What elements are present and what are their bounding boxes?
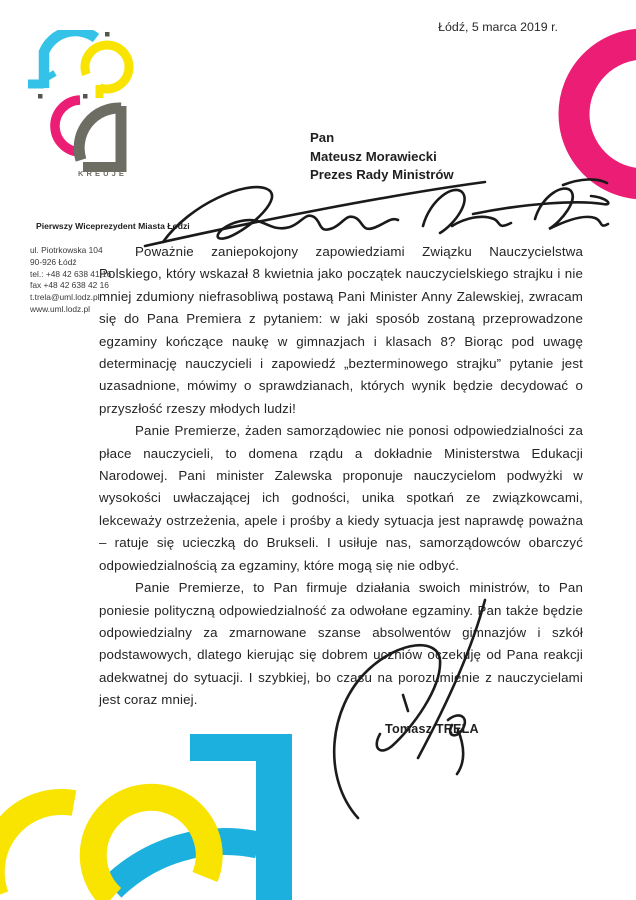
yellow-arc-small (0, 802, 74, 896)
body-paragraph: Panie Premierze, żaden samorządowiec nie ponosi odpowiedzialności za płace nauczycieli, to domena rządu a dokładnie Ministerstwa Edukacji Narodowej. Pani minister Zalewska proponuje nauczycielom podwyżki w wysokości uwłaczającej ich godności, unika spotkań ze związkowcami, lekceważy ostrzeżenia, apele i prośby a kiedy sytuacja jest naprawdę poważna – ratuje się ucieczką do Brukseli. I usiłuje nas, samorządowców obarczyć odpowiedzialnością za egzaminy, które mogą się nie odbyć. (99, 423, 583, 573)
signature-name: Tomasz TRELA (385, 722, 479, 736)
body-paragraph: Poważnie zaniepokojony zapowiedziami Związku Nauczycielstwa Polskiego, który wskazał 8 kwietnia jako początek nauczycielskiego strajku i nie mniej zdumiony niefrasobliwą postawą Pani Minister Anny Zalewskiej, zwracam się do Pana Premiera z pytaniem: w jaki sposób zostaną przeprowadzone egzaminy kończące naukę w gimnazjach i klasach 8? Biorąc pod uwagę determinację nauczycieli i zapowiedź „bezterminowego strajku” pytanie jest uzasadnione, mówimy o sprawdzianach, których wynik będzie decydować o przyszłość rzeszy młodych ludzi! (99, 244, 583, 416)
bottom-brand-decoration (0, 722, 320, 900)
lodz-kreuje-logo (28, 30, 138, 178)
body-paragraph: Panie Premierze, to Pan firmuje działania swoich ministrów, to Pan poniesie polityczną odpowiedzialność za odwołane egzaminy. Pan także będzie odpowiedzialny za zmarnowane szanse absolwentów gimnazjów i szkół podstawowych, dlatego kierując się dobrem uczniów oczekuję od Pana reakcji adekwatnej do sytuacji. I szybkiej, bo czasu na porozumienie z nauczycielami jest coraz mniej. (99, 580, 583, 708)
recipient-name: Mateusz Morawiecki (310, 148, 437, 164)
logo-tagline: KREUJE (78, 169, 128, 178)
recipient-salutation: Pan (310, 130, 335, 145)
handwritten-salutation (135, 176, 630, 251)
dateline: Łódź, 5 marca 2019 r. (438, 20, 558, 34)
cyan-bar-horizontal (190, 734, 292, 761)
sender-website: www.uml.lodz.pl (30, 303, 91, 314)
logo-letter-z (79, 106, 126, 172)
handwritten-signature (300, 598, 600, 828)
sender-address-line: fax +48 42 638 42 16 (30, 280, 109, 291)
sender-address-line: 90-926 Łódź (30, 256, 77, 267)
logo-letter-o (85, 45, 129, 98)
sender-email: t.trela@uml.lodz.pl (30, 292, 100, 303)
sender-title: Pierwszy Wiceprezydent Miasta Łodzi (36, 221, 190, 231)
sender-address-line: ul. Piotrkowska 104 (30, 245, 103, 255)
cyan-arc (112, 842, 258, 888)
sender-address-line: tel.: +48 42 638 41 16 (30, 268, 112, 279)
recipient-title: Prezes Rady Ministrów (310, 167, 454, 183)
